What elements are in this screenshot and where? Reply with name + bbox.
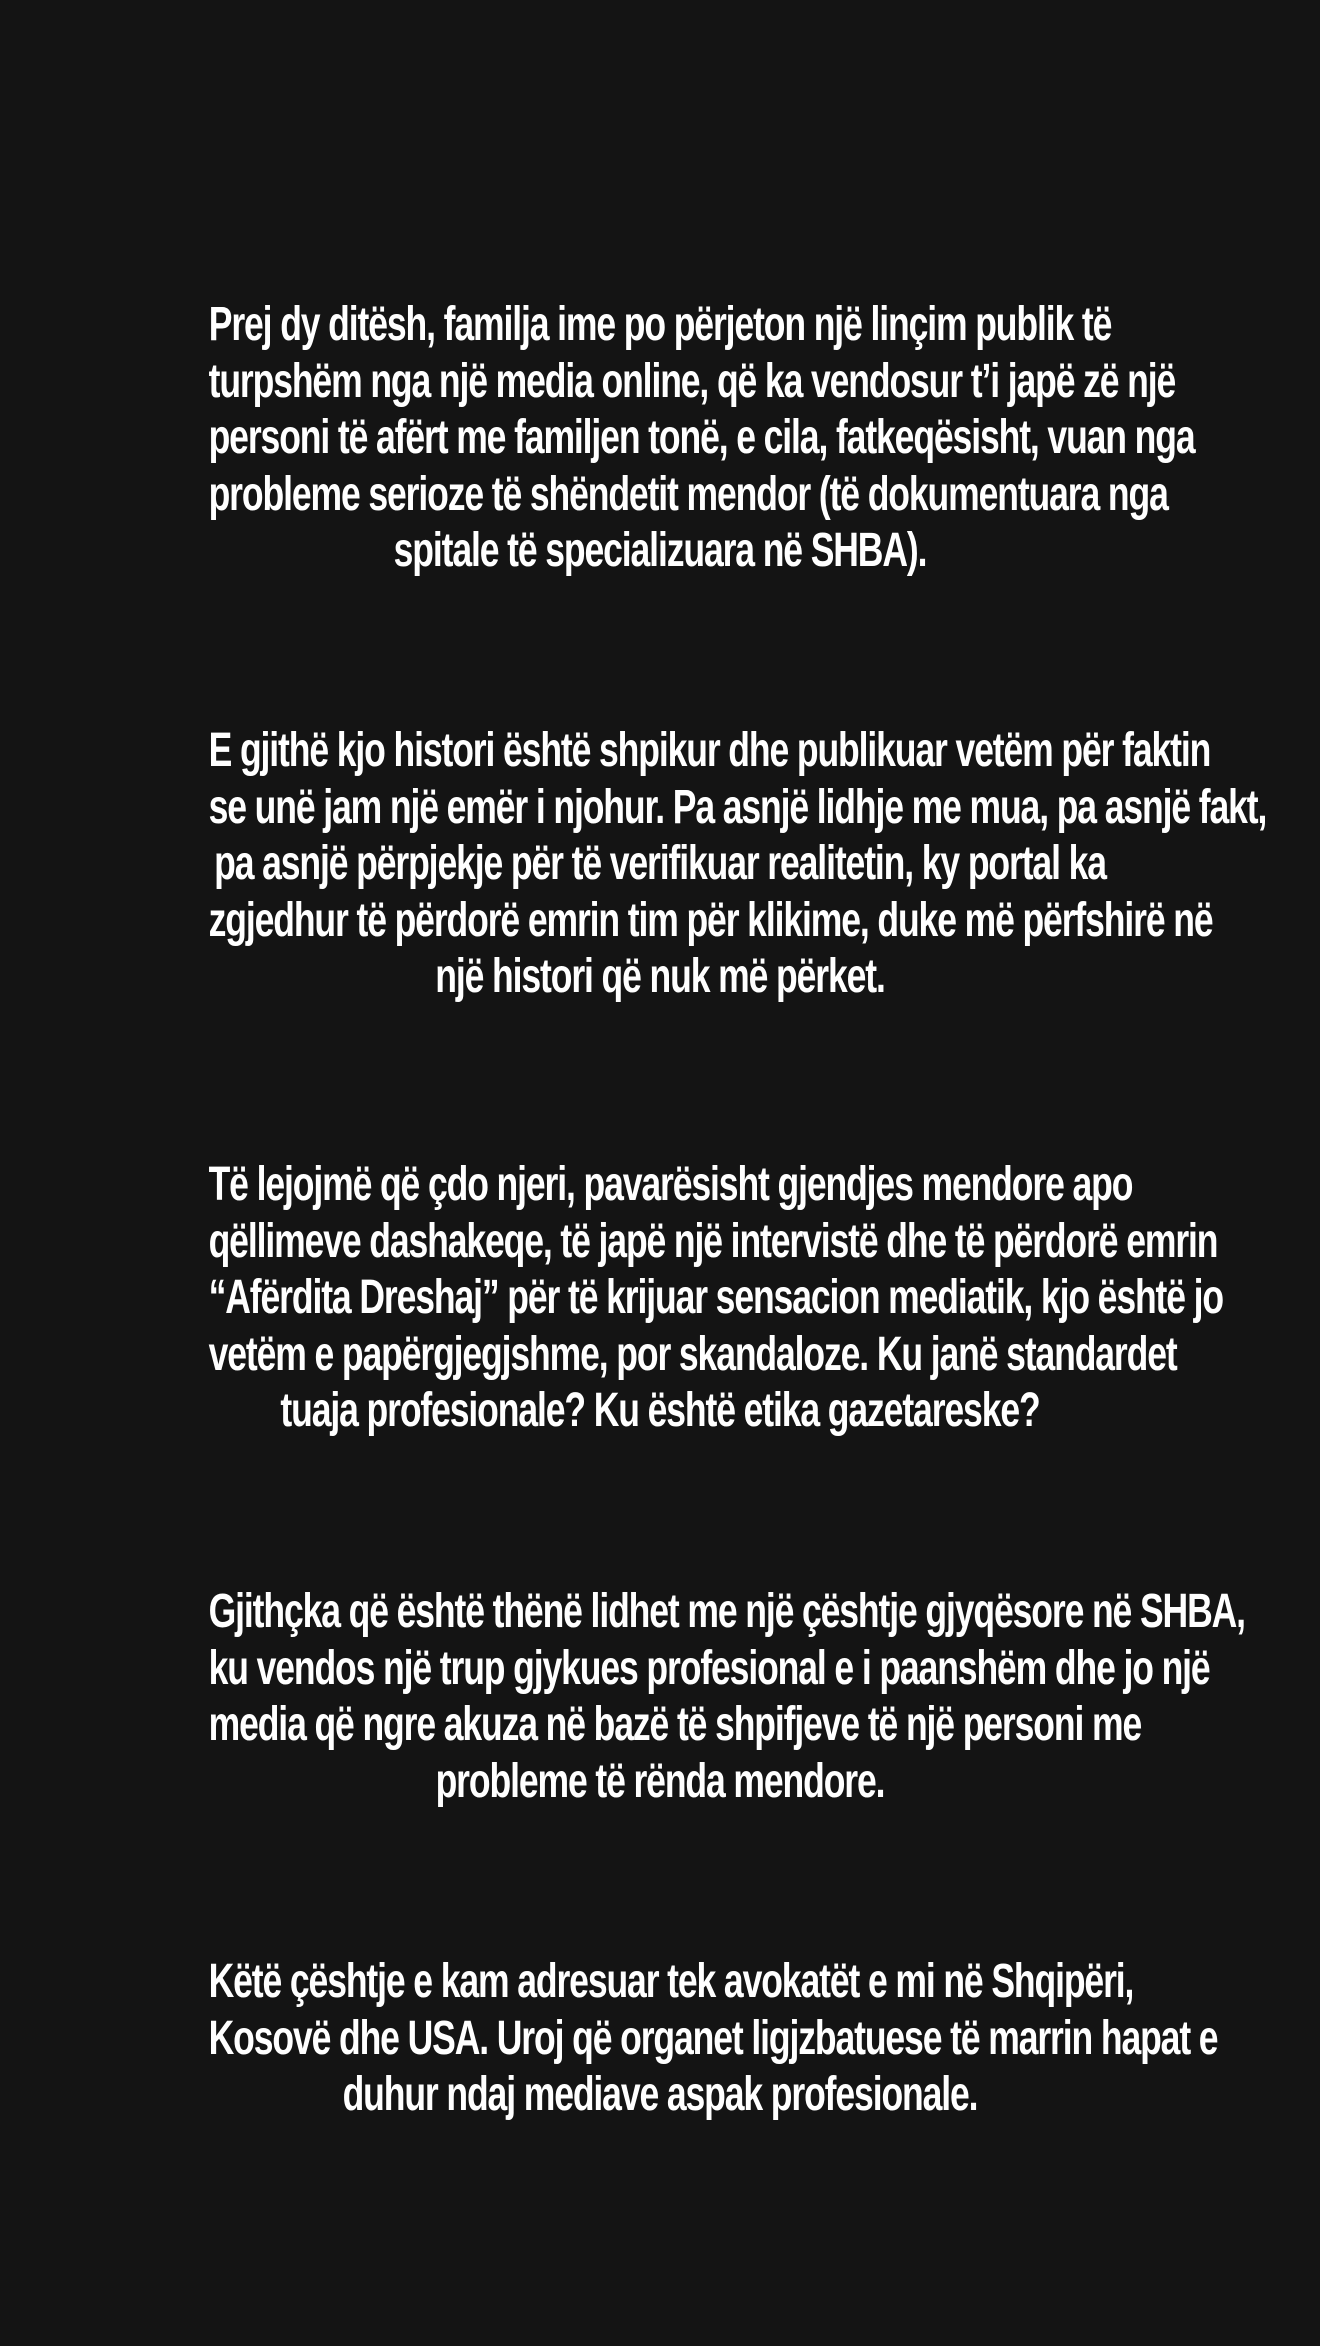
text-line: media që ngre akuza në bazë të shpifjeve të një personi me (208, 1698, 1142, 1751)
text-line: spitale të specializuara në SHBA). (393, 524, 927, 577)
text-line: “Afërdita Dreshaj” për të krijuar sensacion mediatik, kjo është jo (208, 1271, 1224, 1324)
text-line: një histori që nuk më përket. (435, 950, 885, 1003)
statement-paragraph-1 (208, 297, 1195, 580)
statement-paragraph-5 (208, 1954, 1218, 2124)
text-line: qëllimeve dashakeqe, të japë një intervistë dhe të përdorë emrin (208, 1214, 1218, 1268)
text-line: Këtë çështje e kam adresuar tek avokatët e mi në Shqipëri, (208, 1955, 1134, 2008)
text-line: zgjedhur të përdorë emrin tim për klikime, duke më përfshirë në (208, 893, 1213, 947)
text-line: E gjithë kjo histori është shpikur dhe publikuar vetëm për faktin (208, 724, 1211, 777)
text-line: se unë jam një emër i njohur. Pa asnjë lidhje me mua, pa asnjë fakt, (208, 780, 1267, 834)
text-line: duhur ndaj mediave aspak profesionale. (342, 2068, 978, 2121)
text-line: probleme të rënda mendore. (435, 1754, 885, 1808)
text-line: Kosovë dhe USA. Uroj që organet ligjzbatuese të marrin hapat e (208, 2011, 1218, 2065)
text-line: Të lejojmë që çdo njeri, pavarësisht gjendjes mendore apo (208, 1158, 1133, 1211)
text-line: vetëm e papërgjegjshme, por skandaloze. Ku janë standardet (208, 1327, 1177, 1381)
text-line: personi të afërt me familjen tonë, e cila, fatkeqësisht, vuan nga (208, 411, 1195, 464)
statement-paragraph-3 (208, 1157, 1224, 1440)
text-line: turpshëm nga një media online, që ka vendosur t’i japë zë një (208, 354, 1176, 408)
text-line: ku vendos një trup gjykues profesional e i paanshëm dhe jo një (208, 1641, 1210, 1695)
text-line: pa asnjë përpjekje për të verifikuar realitetin, ky portal ka (214, 837, 1106, 890)
text-line: tuaja profesionale? Ku është etika gazetareske? (280, 1384, 1040, 1437)
text-line: Gjithçka që është thënë lidhet me një çështje gjyqësore në SHBA, (208, 1585, 1245, 1638)
text-line: probleme serioze të shëndetit mendor (të dokumentuara nga (208, 467, 1168, 521)
statement-paragraph-4 (208, 1584, 1245, 1810)
statement-paragraph-2 (208, 723, 1267, 1006)
text-line: Prej dy ditësh, familja ime po përjeton një linçim publik të (208, 298, 1112, 351)
